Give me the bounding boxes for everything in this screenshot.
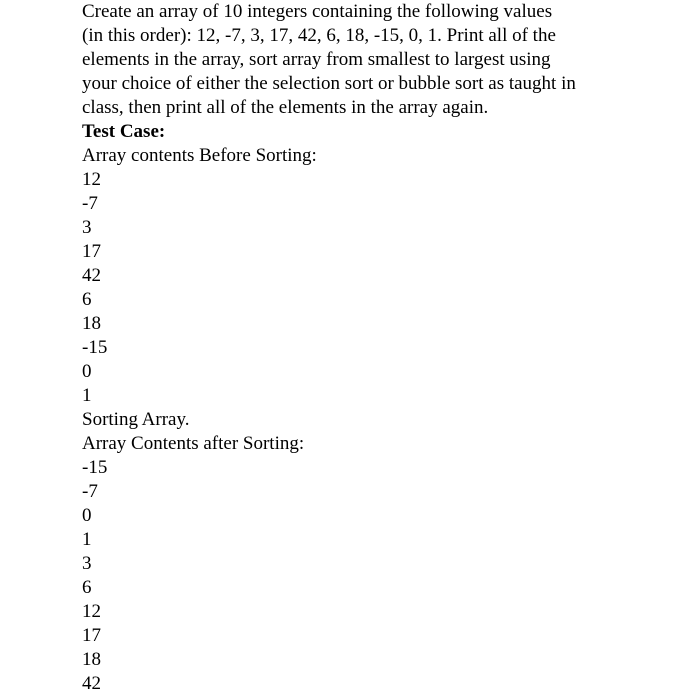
sorting-message: Sorting Array. bbox=[82, 409, 190, 430]
before-value: 0 bbox=[82, 361, 92, 382]
test-case-heading: Test Case: bbox=[82, 121, 166, 142]
after-value: -7 bbox=[82, 481, 98, 502]
after-value: -15 bbox=[82, 457, 108, 478]
before-value: 42 bbox=[82, 265, 101, 286]
before-value: 18 bbox=[82, 313, 101, 334]
prompt-line: Create an array of 10 integers containing the following values bbox=[82, 1, 553, 22]
before-value: 17 bbox=[82, 241, 101, 262]
assignment-document bbox=[82, 0, 682, 696]
after-value: 0 bbox=[82, 505, 92, 526]
after-value: 18 bbox=[82, 649, 101, 670]
before-values-list bbox=[82, 168, 682, 408]
before-value: 12 bbox=[82, 169, 101, 190]
after-value: 3 bbox=[82, 553, 92, 574]
assignment-prompt bbox=[82, 0, 682, 120]
after-value: 12 bbox=[82, 601, 101, 622]
after-value: 17 bbox=[82, 625, 101, 646]
after-value: 6 bbox=[82, 577, 92, 598]
after-value: 42 bbox=[82, 673, 101, 694]
before-value: -7 bbox=[82, 193, 98, 214]
before-value: 6 bbox=[82, 289, 92, 310]
before-value: -15 bbox=[82, 337, 108, 358]
after-value: 1 bbox=[82, 529, 92, 550]
after-values-list bbox=[82, 456, 682, 696]
after-sorting-label: Array Contents after Sorting: bbox=[82, 433, 305, 454]
prompt-line: class, then print all of the elements in the array again. bbox=[82, 97, 489, 118]
before-value: 1 bbox=[82, 385, 92, 406]
prompt-line: elements in the array, sort array from smallest to largest using bbox=[82, 49, 551, 70]
prompt-line: your choice of either the selection sort or bubble sort as taught in bbox=[82, 73, 576, 94]
before-sorting-label: Array contents Before Sorting: bbox=[82, 145, 317, 166]
prompt-line: (in this order): 12, -7, 3, 17, 42, 6, 18, -15, 0, 1. Print all of the bbox=[82, 25, 556, 46]
before-value: 3 bbox=[82, 217, 92, 238]
